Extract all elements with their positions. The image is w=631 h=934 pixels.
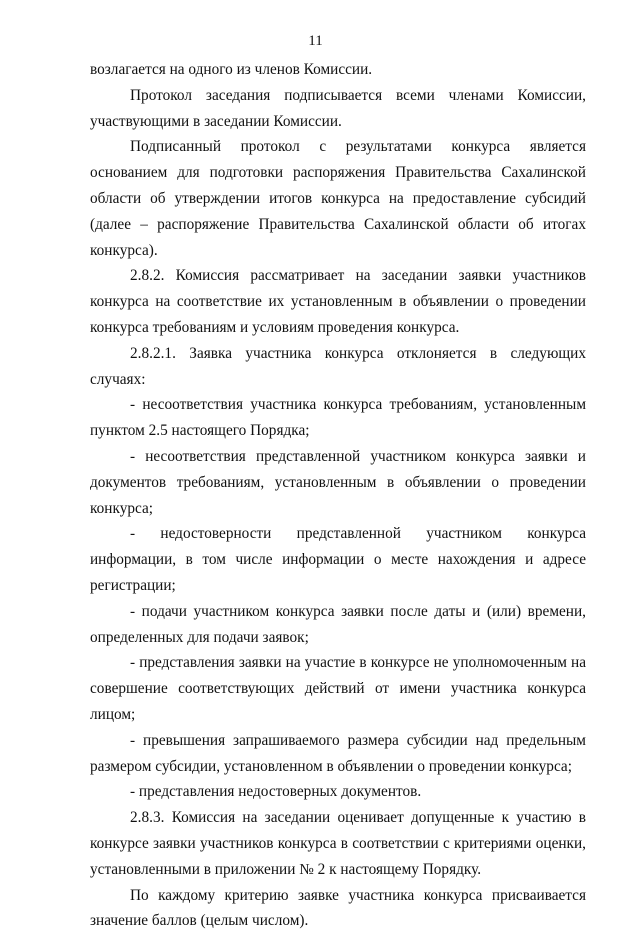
list-item: - несоответствия участника конкурса требованиям, установленным пунктом 2.5 настоящего Порядка; xyxy=(90,392,586,444)
paragraph: 2.8.2.1. Заявка участника конкурса отклоняется в следующих случаях: xyxy=(90,341,586,393)
list-item: - представления заявки на участие в конкурсе не уполномоченным на совершение соответствующих действий от имени участника конкурса лицом; xyxy=(90,650,586,727)
list-item: - представления недостоверных документов. xyxy=(90,779,586,805)
paragraph: возлагается на одного из членов Комиссии. xyxy=(90,57,586,83)
paragraph: 2.8.3. Комиссия на заседании оценивает допущенные к участию в конкурсе заявки участников конкурса в соответствии с критериями оценки, установленными в приложении № 2 к настоящему Порядку. xyxy=(90,805,586,882)
paragraph: 2.8.2. Комиссия рассматривает на заседании заявки участников конкурса на соответствие их установленным в объявлении о проведении конкурса требованиям и условиям проведения конкурса. xyxy=(90,263,586,340)
list-item: - несоответствия представленной участником конкурса заявки и документов требованиям, установленным в объявлении о проведении конкурса; xyxy=(90,444,586,521)
paragraph: Подписанный протокол с результатами конкурса является основанием для подготовки распоряжения Правительства Сахалинской области об утверждении итогов конкурса на предоставление субсидий (далее – распоряжение Правительства Сахалинской области об итогах конкурса). xyxy=(90,134,586,263)
list-item: - превышения запрашиваемого размера субсидии над предельным размером субсидии, установленном в объявлении о проведении конкурса; xyxy=(90,728,586,780)
document-body xyxy=(90,57,586,934)
page-number: 11 xyxy=(0,33,631,50)
paragraph: Протокол заседания подписывается всеми членами Комиссии, участвующими в заседании Комиссии. xyxy=(90,83,586,135)
list-item: - недостоверности представленной участником конкурса информации, в том числе информации о месте нахождения и адресе регистрации; xyxy=(90,521,586,598)
paragraph: По каждому критерию заявке участника конкурса присваивается значение баллов (целым числом). xyxy=(90,883,586,934)
list-item: - подачи участником конкурса заявки после даты и (или) времени, определенных для подачи заявок; xyxy=(90,599,586,651)
